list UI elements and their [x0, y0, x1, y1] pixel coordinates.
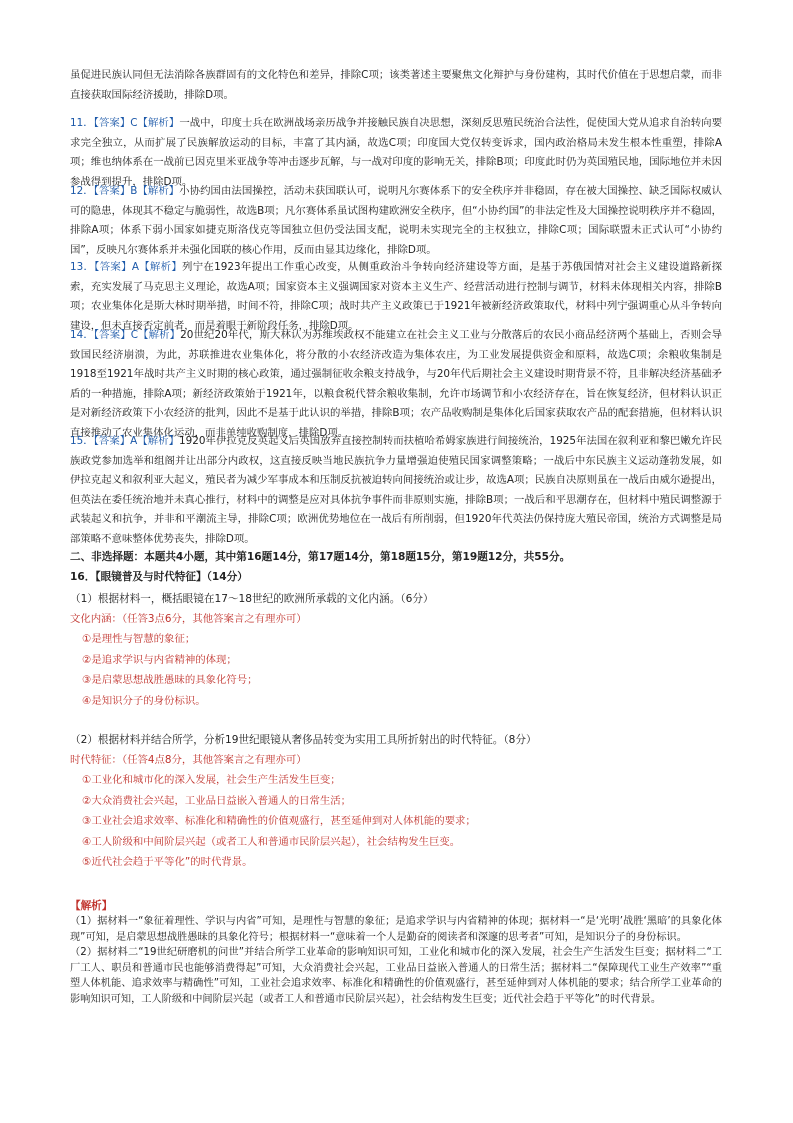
question-14: [70, 326, 722, 443]
question-11: [70, 114, 722, 192]
answer-lead: 15．【答案】A【解析】: [70, 435, 180, 447]
question-15: [70, 432, 722, 549]
question-16-title: 16．【眼镜普及与时代特征】（14分）: [70, 571, 248, 583]
analysis-part-1: （1）据材料一“象征着理性、学识与内省”可知，是理性与智慧的象征；是追求学识与内省精神的体现；据材料一“是‘光明’战胜‘黑暗’的具象化体现”可知，是启蒙思想战胜愚昧的具象化符号；根据材料一“意味着一个人是勤奋的阅读者和深邃的思考者”可知，是知识分子的身份标识。: [70, 916, 722, 943]
question-11-block: [70, 114, 722, 192]
question-12-block: [70, 182, 722, 260]
explanation-text: 列宁在1923年提出工作重心改变，从侧重政治斗争转向经济建设等方面，是基于苏俄国情对社会主义建设道路新探索，充实发展了马克思主义理论，故选A项；国家资本主义强调国家对资本主义生产、经营活动进行控制与调节，材料未体现相关内容，排除B项；农业集体化是斯大林时期举措，时间不符，排除C项；战时共产主义政策已于1921年被新经济政策取代，材料中列宁强调重心从斗争转向建设，但未直接否定前者，而是着眼于新阶段任务，排除D项。: [70, 261, 722, 332]
answer-1-head: 文化内涵：（任答3点6分，其他答案言之有理亦可）: [70, 613, 307, 625]
answer-2-item: ⑤近代社会趋于平等化”的时代背景。: [82, 856, 253, 868]
question-13: [70, 258, 722, 336]
question-13-block: [70, 258, 722, 336]
analysis-part-2: （2）据材料二“19世纪研磨机的问世”并结合所学工业革命的影响知识可知，工业化和城市化的深入发展，社会生产生活发生巨变；据材料二“工厂工人、职员和普通市民也能够消费得起”可知，大众消费社会兴起，工业品日益嵌入普通人的日常生活；据材料二“保障现代工业生产效率”“重塑人体机能、追求效率与精确性”可知，工业社会追求效率、标准化和精确性的价值观盛行，甚至延伸到对人体机能的要求；结合所学工业革命的影响知识可知，工人阶级和中间阶层兴起（或者工人和普通市民阶层兴起），社会结构发生巨变；近代社会趋于平等化”的时代背景。: [70, 947, 722, 1005]
explanation-text: 1920年伊拉克反英起义后英国放弃直接控制转而扶植哈希姆家族进行间接统治，1925年法国在叙利亚和黎巴嫩允许民族政党参加选举和组阁并让出部分内政权，这直接反映当地民族抗争力量增强迫使殖民国家调整策略；一战后中东民族主义运动蓬勃发展，如伊拉克起义和叙利亚大起义，殖民者为减少军事成本和压制反抗被迫转向间接统治或让步，故选A项；民族自决原则虽在一战后由威尔逊提出，但英法在委任统治地并未真心推行，材料中的调整是应对具体抗争事件而非原则实施，排除B项；一战后和平思潮存在，但材料中殖民调整源于武装起义和抗争，并非和平潮流主导，排除C项；欧洲优势地位在一战后有所削弱，但1920年代英法仍保持庞大殖民帝国，统治方式调整是局部策略不意味整体优势丧失，排除D项。: [70, 435, 722, 545]
answer-2-item: ②大众消费社会兴起，工业品日益嵌入普通人的日常生活；: [82, 794, 352, 807]
explanation-text: 20世纪20年代，斯大林认为苏维埃政权不能建立在社会主义工业与分散落后的农民小商品经济两个基础上，否则会导致国民经济崩溃，为此，苏联推进农业集体化，将分散的小农经济改造为集体农庄，为工业发展提供资金和原料，故选C项；余粮收集制是1918至1921年战时共产主义时期的核心政策，通过强制征收余粮支持战争，与20年代后期社会主义建设时期背景不符，且非解决经济基础矛盾的一种措施，排除A项；新经济政策始于1921年，以粮食税代替余粮收集制，允许市场调节和小农经济存在，旨在恢复经济，但材料认识正是对新经济政策下小农经济的批判，因此不是基于此认识的举措，排除B项；农产品收购制是集体化后国家获取农产品的配套措施，但材料认识直接推动了农业集体化运动，而非单纯收购制度，排除D项。: [70, 329, 722, 439]
question-14-block: [70, 326, 722, 443]
answer-2-item: ④工人阶级和中间阶层兴起（或者工人和普通市民阶层兴起），社会结构发生巨变。: [82, 835, 461, 848]
answer-lead: 14．【答案】C【解析】: [70, 329, 181, 341]
answer-1-item: ③是启蒙思想战胜愚昧的具象化符号；: [82, 674, 258, 686]
explanation-text: 小协约国由法国操控，活动未获国联认可，说明凡尔赛体系下的安全秩序并非稳固，存在被大国操控、缺乏国际权威认可的隐患，体现其不稳定与脆弱性，故选B项；凡尔赛体系虽试图构建欧洲安全秩序，但“小协约国”的非法定性及大国操控说明秩序并不稳固，排除A项；体系下弱小国家如捷克斯洛伐克等国独立但仍受法国支配，说明未实现完全的主权独立，排除C项；国际联盟未正式认可“小协约国”，反映凡尔赛体系并未强化国联的核心作用，反而由显其边缘化，排除D项。: [70, 185, 722, 256]
question-12: [70, 182, 722, 260]
answer-lead: 11．【答案】C【解析】: [70, 117, 180, 129]
sub-question-1: （1）根据材料一，概括眼镜在17～18世纪的欧洲所承载的文化内涵。（6分）: [70, 593, 434, 605]
question-16-block: [70, 568, 722, 873]
answer-1-item: ②是追求学识与内省精神的体现；: [82, 653, 237, 666]
answer-lead: 12．【答案】B【解析】: [70, 185, 180, 197]
answer-1-item: ④是知识分子的身份标识。: [82, 694, 206, 707]
answer-lead: 13．【答案】A【解析】: [70, 261, 183, 273]
explanation-text: 一战中，印度士兵在欧洲战场亲历战争并接触民族自决思想，深刻反思殖民统治合法性，促使国大党从追求自治转向要求完全独立，从而扩展了民族解放运动的目标，丰富了其内涵，故选C项；印度国大党仅转变诉求，国内政治格局未发生根本性重塑，排除A项；维也纳体系在一战前已因克里米亚战争等冲击逐步瓦解，与一战对印度的影响无关，排除B项；印度此时仍为英国殖民地，国际地位并未因参战得到提升，排除D项。: [70, 117, 722, 188]
answer-1-item: ①是理性与智慧的象征；: [82, 633, 196, 645]
sub-question-2: （2）根据材料并结合所学，分析19世纪眼镜从奢侈品转变为实用工具所折射出的时代特征。（8分）: [70, 734, 537, 746]
answer-2-item: ③工业社会追求效率、标准化和精确性的价值观盛行，甚至延伸到对人体机能的要求；: [82, 815, 476, 827]
section-2-header: [70, 548, 722, 567]
answer-2-head: 时代特征：（任答4点8分，其他答案言之有理亦可）: [70, 754, 307, 766]
section-title: 二、非选择题：本题共4小题，其中第16题14分，第17题14分，第18题15分，第19题12分，共55分。: [70, 551, 571, 563]
analysis-block: [70, 898, 722, 1007]
answer-2-item: ①工业化和城市化的深入发展，社会生产生活发生巨变；: [82, 774, 341, 786]
analysis-title: 【解析】: [70, 900, 113, 912]
question-15-block: [70, 432, 722, 549]
continuation-paragraph: 虽促进民族认同但无法消除各族群固有的文化特色和差异，排除C项；该类著述主要聚焦文化辩护与身份建构，其时代价值在于思想启蒙，而非直接获取国际经济援助，排除D项。: [70, 69, 722, 101]
intro-paragraph-block: [70, 66, 722, 105]
